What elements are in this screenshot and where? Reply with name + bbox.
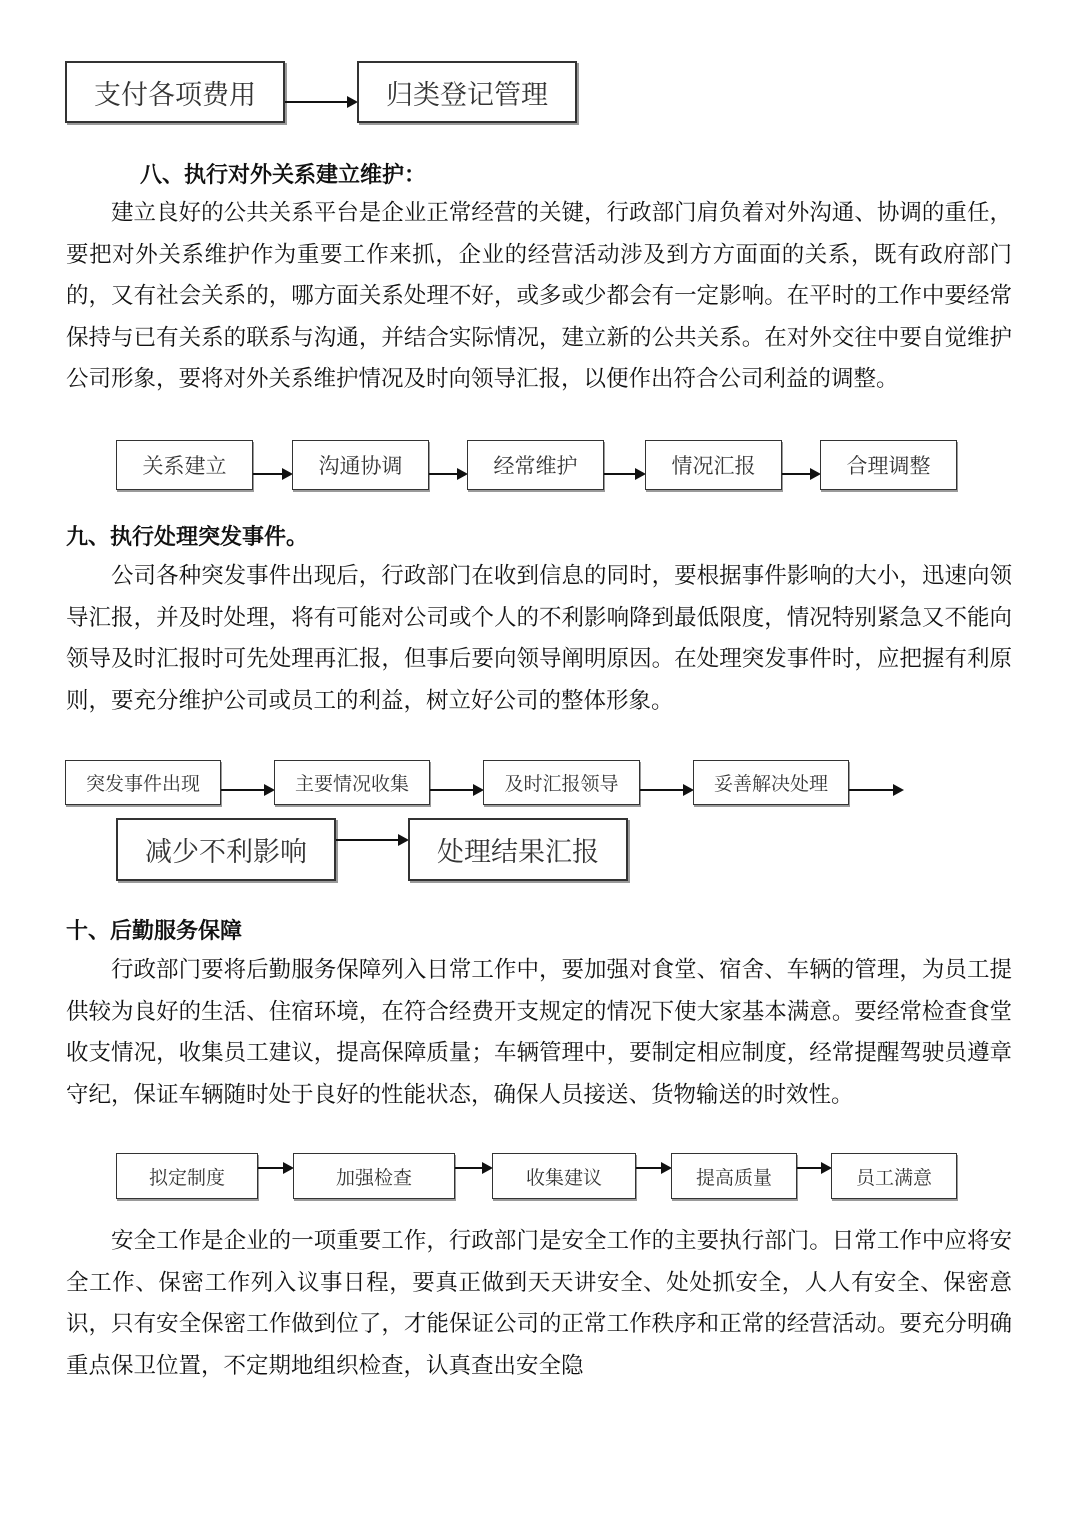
flow-box-report-leader: 及时汇报领导 xyxy=(483,760,640,805)
flow-arrow xyxy=(782,473,819,475)
flow-box-communicate: 沟通协调 xyxy=(292,440,429,490)
flow-box-reduce-impact: 减少不利影响 xyxy=(116,818,336,881)
flow-arrow xyxy=(849,789,902,791)
flow-box-report-status: 情况汇报 xyxy=(645,440,782,490)
section-10-heading: 十、后勤服务保障 xyxy=(66,919,243,944)
section-9-heading: 九、执行处理突发事件。 xyxy=(66,525,309,550)
flow-arrow xyxy=(285,101,356,103)
flow-box-report-result: 处理结果汇报 xyxy=(408,818,628,881)
flow-arrow xyxy=(455,1167,491,1169)
flow-box-adjust: 合理调整 xyxy=(820,440,957,490)
flow-arrow xyxy=(429,473,466,475)
flow-box-inspect: 加强检查 xyxy=(293,1153,455,1199)
flow-arrow xyxy=(797,1167,830,1169)
flow-arrow xyxy=(221,789,273,791)
flow-box-resolve: 妥善解决处理 xyxy=(693,760,849,805)
flow-box-relation-build: 关系建立 xyxy=(116,440,253,490)
flow-box-pay-fees: 支付各项费用 xyxy=(65,61,285,123)
flow-arrow xyxy=(430,789,482,791)
flow-arrow xyxy=(258,1167,292,1169)
flow-arrow xyxy=(253,473,291,475)
flow-arrow xyxy=(636,1167,670,1169)
flow-box-maintain: 经常维护 xyxy=(467,440,604,490)
flow-box-classify-register: 归类登记管理 xyxy=(357,61,577,123)
flow-arrow xyxy=(336,839,407,841)
flow-arrow xyxy=(640,789,692,791)
flow-box-collect-info: 主要情况收集 xyxy=(274,760,430,805)
flow-box-improve-quality: 提高质量 xyxy=(671,1153,797,1199)
flow-arrow xyxy=(604,473,644,475)
section-9-paragraph: 公司各种突发事件出现后，行政部门在收到信息的同时，要根据事件影响的大小，迅速向领导汇报，并及时处理，将有可能对公司或个人的不利影响降到最低限度，情况特别紧急又不能向领导及时汇报时可先处理再汇报，但事后要向领导阐明原因。在处理突发事件时，应把握有利原则，要充分维护公司或员工的利益，树立好公司的整体形象。 xyxy=(66,563,1012,714)
flow-box-set-rules: 拟定制度 xyxy=(116,1153,258,1199)
flow-box-staff-satisfied: 员工满意 xyxy=(831,1153,957,1199)
section-8-paragraph: 建立良好的公共关系平台是企业正常经营的关键，行政部门肩负着对外沟通、协调的重任，要把对外关系维护作为重要工作来抓，企业的经营活动涉及到方方面面的关系，既有政府部门的，又有社会关系的，哪方面关系处理不好，或多或少都会有一定影响。在平时的工作中要经常保持与已有关系的联系与沟通，并结合实际情况，建立新的公共关系。在对外交往中要自觉维护公司形象，要将对外关系维护情况及时向领导汇报，以便作出符合公司利益的调整。 xyxy=(66,200,1012,392)
flow-box-incident-occurs: 突发事件出现 xyxy=(65,760,221,805)
section-10-paragraph: 行政部门要将后勤服务保障列入日常工作中，要加强对食堂、宿舍、车辆的管理，为员工提供较为良好的生活、住宿环境，在符合经费开支规定的情况下使大家基本满意。要经常检查食堂收支情况，收集员工建议，提高保障质量；车辆管理中，要制定相应制度，经常提醒驾驶员遵章守纪，保证车辆随时处于良好的性能状态，确保人员接送、货物输送的时效性。 xyxy=(66,957,1012,1108)
safety-paragraph: 安全工作是企业的一项重要工作，行政部门是安全工作的主要执行部门。日常工作中应将安全工作、保密工作列入议事日程，要真正做到天天讲安全、处处抓安全，人人有安全、保密意识，只有安全保密工作做到位了，才能保证公司的正常工作秩序和正常的经营活动。要充分明确重点保卫位置，不定期地组织检查，认真查出安全隐 xyxy=(66,1228,1012,1379)
flow-box-collect-suggestions: 收集建议 xyxy=(492,1153,636,1199)
section-8-heading: 八、执行对外关系建立维护： xyxy=(140,163,427,188)
